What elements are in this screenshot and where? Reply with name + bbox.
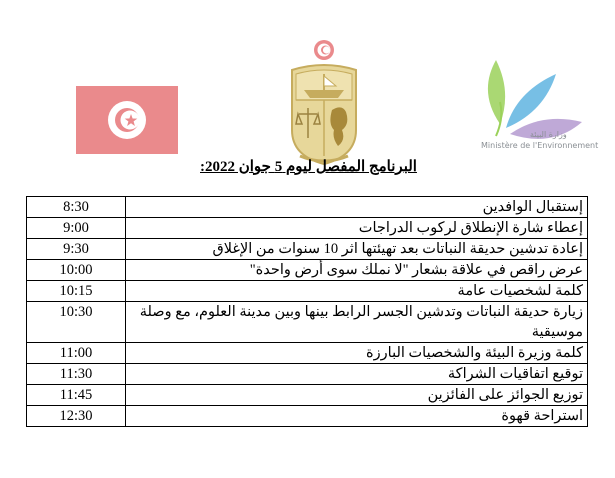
schedule-time: 9:30 — [27, 239, 126, 260]
schedule-time: 12:30 — [27, 406, 126, 427]
schedule-row — [27, 385, 588, 406]
schedule-row — [27, 218, 588, 239]
schedule-row — [27, 302, 588, 343]
page-title: البرنامج المفصل ليوم 5 جوان 2022: — [200, 159, 417, 175]
ministry-name-arabic: وزارة البيئة — [530, 130, 567, 139]
schedule-time: 10:15 — [27, 281, 126, 302]
ministry-name-french: Ministère de l'Environnement — [481, 141, 599, 150]
schedule-time: 11:00 — [27, 343, 126, 364]
schedule-activity: إعطاء شارة الإنطلاق لركوب الدراجات — [126, 218, 588, 239]
tunisia-flag — [76, 86, 178, 154]
schedule-activity: إعادة تدشين حديقة النباتات بعد تهيئتها اثر 10 سنوات من الإغلاق — [126, 239, 588, 260]
schedule-row — [27, 239, 588, 260]
schedule-row — [27, 281, 588, 302]
schedule-time: 10:00 — [27, 260, 126, 281]
schedule-activity: استراحة قهوة — [126, 406, 588, 427]
schedule-activity: عرض راقص في علاقة بشعار "لا نملك سوى أرض واحدة" — [126, 260, 588, 281]
schedule-activity: زيارة حديقة النباتات وتدشين الجسر الرابط بينها وبين مدينة العلوم، مع وصلة موسيقية — [126, 302, 588, 343]
schedule-activity: توقيع اتفاقيات الشراكة — [126, 364, 588, 385]
schedule-activity: إستقبال الوافدين — [126, 197, 588, 218]
schedule-row — [27, 260, 588, 281]
schedule-row — [27, 364, 588, 385]
schedule-activity: كلمة وزيرة البيئة والشخصيات البارزة — [126, 343, 588, 364]
schedule-time: 9:00 — [27, 218, 126, 239]
schedule-row — [27, 406, 588, 427]
crescent-star-icon — [108, 101, 146, 139]
schedule-row — [27, 343, 588, 364]
schedule-time: 11:30 — [27, 364, 126, 385]
coat-of-arms-emblem — [286, 38, 362, 166]
schedule-body — [27, 197, 588, 427]
schedule-activity: توزيع الجوائز على الفائزين — [126, 385, 588, 406]
schedule-time: 11:45 — [27, 385, 126, 406]
schedule-time: 8:30 — [27, 197, 126, 218]
schedule-activity: كلمة لشخصيات عامة — [126, 281, 588, 302]
schedule-table — [26, 196, 588, 427]
schedule-time: 10:30 — [27, 302, 126, 343]
schedule-row — [27, 197, 588, 218]
